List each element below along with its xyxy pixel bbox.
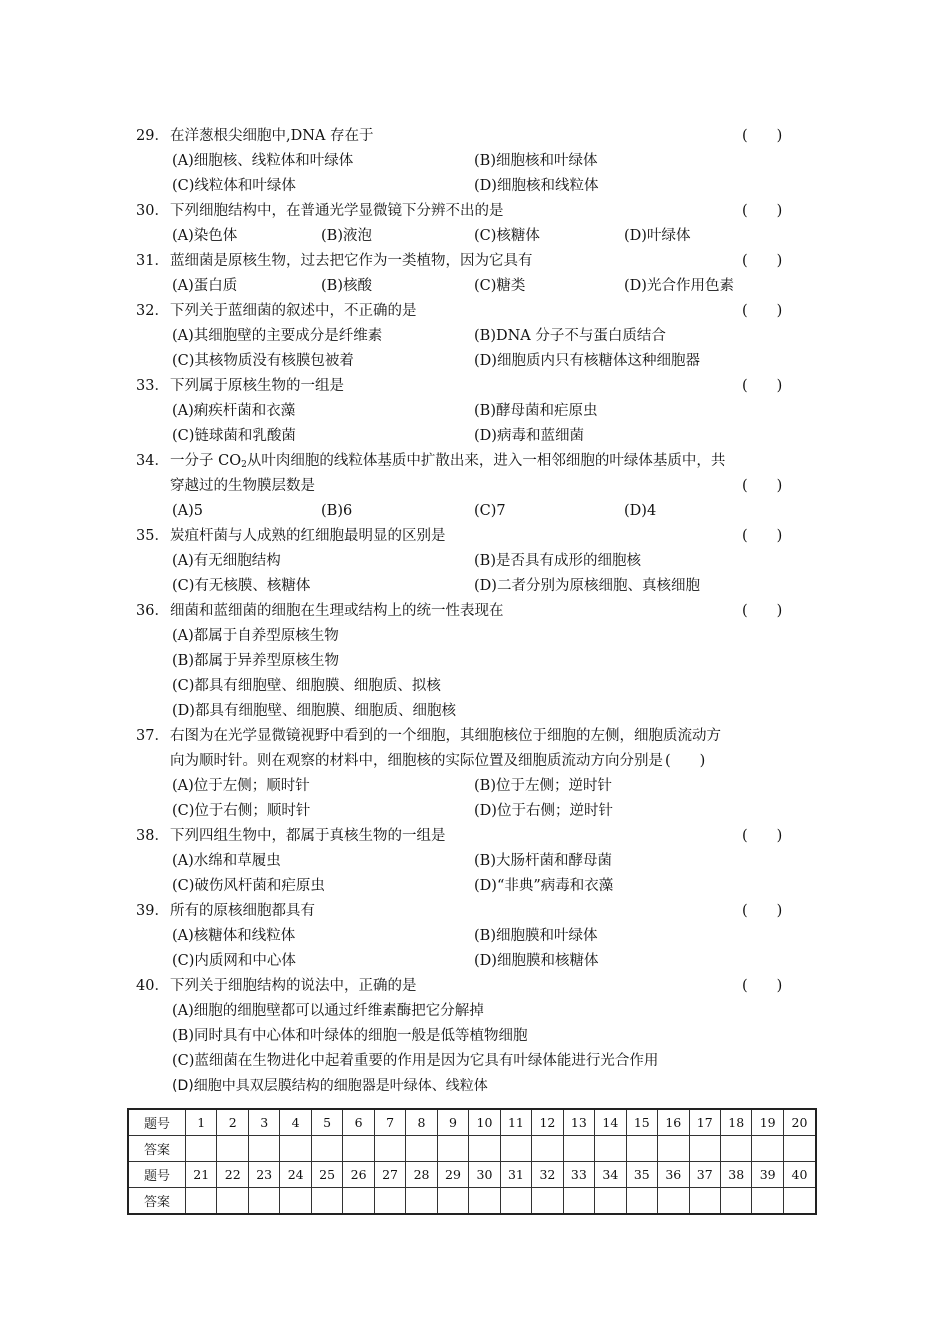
option-c: (C)内质网和中心体 — [172, 953, 296, 969]
answer-cell[interactable] — [689, 1136, 720, 1162]
answer-cell[interactable] — [532, 1136, 563, 1162]
question-number: 34． — [136, 453, 169, 469]
option-b: (B)是否具有成形的细胞核 — [474, 553, 641, 569]
option-b: (B)酵母菌和疟原虫 — [474, 403, 598, 419]
answer-cell[interactable] — [311, 1136, 342, 1162]
answer-cell[interactable] — [720, 1136, 751, 1162]
question-number-cell: 21 — [186, 1162, 217, 1188]
option-c: (C)有无核膜、核糖体 — [172, 578, 311, 594]
options-row — [136, 274, 816, 299]
answer-parentheses: ( ) — [742, 978, 783, 994]
stem2-text: 向为顺时针。则在观察的材料中，细胞核的实际位置及细胞质流动方向分别是 — [170, 753, 663, 769]
answer-cell[interactable] — [280, 1188, 311, 1215]
question-number-cell: 32 — [532, 1162, 563, 1188]
option-a: (A)有无细胞结构 — [172, 553, 281, 569]
question-number: 36． — [136, 603, 169, 619]
question-stem: 下列属于原核生物的一组是 — [170, 378, 344, 394]
stem-subscript: 2 — [241, 460, 247, 470]
question-stem: 细菌和蓝细菌的细胞在生理或结构上的统一性表现在 — [170, 603, 504, 619]
stem-part-a: 一分子 CO — [170, 453, 242, 469]
options-row — [136, 874, 816, 899]
question-stem-line-2 — [136, 474, 816, 499]
answer-cell[interactable] — [720, 1188, 751, 1215]
question-number-cell: 17 — [689, 1109, 720, 1136]
question-number-cell: 13 — [563, 1109, 594, 1136]
option-c: (C)破伤风杆菌和疟原虫 — [172, 878, 325, 894]
question-stem-line — [136, 249, 816, 274]
options-row — [136, 399, 816, 424]
question-number-cell: 27 — [374, 1162, 405, 1188]
question-number-cell: 33 — [563, 1162, 594, 1188]
option-b: (B)都属于异养型原核生物 — [172, 653, 339, 669]
question-number-cell: 31 — [500, 1162, 531, 1188]
answer-parentheses: ( ) — [742, 203, 783, 219]
answer-cell[interactable] — [374, 1136, 405, 1162]
question-stem: 所有的原核细胞都具有 — [170, 903, 315, 919]
question-number-cell: 39 — [752, 1162, 783, 1188]
options-row — [136, 674, 816, 699]
option-c: (C)蓝细菌在生物进化中起着重要的作用是因为它具有叶绿体能进行光合作用 — [172, 1053, 659, 1069]
question-number-cell: 22 — [217, 1162, 248, 1188]
options-row — [136, 549, 816, 574]
question-stem-line — [136, 824, 816, 849]
answer-cell[interactable] — [532, 1188, 563, 1215]
option-d: (D)“非典”病毒和衣藻 — [474, 878, 614, 894]
answer-cell[interactable] — [595, 1188, 626, 1215]
option-c: (C)都具有细胞壁、细胞膜、细胞质、拟核 — [172, 678, 441, 694]
answer-cell[interactable] — [248, 1136, 279, 1162]
question-stem-line — [136, 974, 816, 999]
answer-cell[interactable] — [500, 1136, 531, 1162]
answer-cell[interactable] — [186, 1136, 217, 1162]
answer-cell[interactable] — [563, 1188, 594, 1215]
question-number-cell: 15 — [626, 1109, 657, 1136]
option-c: (C)糖类 — [474, 278, 526, 294]
question-number-cell: 14 — [595, 1109, 626, 1136]
options-row — [136, 924, 816, 949]
answer-parentheses: ( ) — [742, 378, 783, 394]
option-d: (D)细胞膜和核糖体 — [474, 953, 599, 969]
option-c: (C)链球菌和乳酸菌 — [172, 428, 296, 444]
question-number-cell: 7 — [374, 1109, 405, 1136]
options-row — [136, 324, 816, 349]
question-number: 33． — [136, 378, 169, 394]
option-d: (D)4 — [624, 503, 657, 519]
question-number-cell: 11 — [500, 1109, 531, 1136]
question-stem-continued — [170, 474, 315, 499]
row-label-number: 题号 — [128, 1162, 186, 1188]
options-row — [136, 649, 816, 674]
answer-parentheses: ( ) — [742, 528, 783, 544]
answer-cell[interactable] — [374, 1188, 405, 1215]
answer-cell[interactable] — [783, 1136, 816, 1162]
options-row — [136, 499, 816, 524]
question-stem: 下列细胞结构中，在普通光学显微镜下分辨不出的是 — [170, 203, 504, 219]
question-34 — [136, 449, 816, 524]
option-d: (D)细胞质内只有核糖体这种细胞器 — [474, 353, 700, 369]
question-35 — [136, 524, 816, 599]
option-b: (B)细胞膜和叶绿体 — [474, 928, 598, 944]
answer-cell[interactable] — [563, 1136, 594, 1162]
question-38 — [136, 824, 816, 899]
answer-parentheses: ( ) — [742, 128, 783, 144]
option-c: (C)位于右侧；顺时针 — [172, 803, 311, 819]
answer-cell[interactable] — [689, 1188, 720, 1215]
question-number-cell: 38 — [720, 1162, 751, 1188]
question-number: 30． — [136, 203, 169, 219]
question-number-cell: 6 — [343, 1109, 374, 1136]
answer-parentheses: ( ) — [665, 753, 706, 769]
option-c: (C)线粒体和叶绿体 — [172, 178, 296, 194]
question-number-cell: 36 — [658, 1162, 689, 1188]
option-a: (A)水绵和草履虫 — [172, 853, 281, 869]
question-number-cell: 1 — [186, 1109, 217, 1136]
question-number-cell: 24 — [280, 1162, 311, 1188]
question-stem: 右图为在光学显微镜视野中看到的一个细胞，其细胞核位于细胞的左侧，细胞质流动方 — [170, 728, 721, 744]
answer-cell[interactable] — [595, 1136, 626, 1162]
answer-cell[interactable] — [406, 1188, 437, 1215]
options-row — [136, 949, 816, 974]
options-row — [136, 174, 816, 199]
answer-parentheses: ( ) — [742, 828, 783, 844]
question-number-cell: 19 — [752, 1109, 783, 1136]
row-label-number: 题号 — [128, 1109, 186, 1136]
option-d: (D)细胞核和线粒体 — [474, 178, 599, 194]
question-number-cell: 35 — [626, 1162, 657, 1188]
answer-cell[interactable] — [248, 1188, 279, 1215]
question-number-cell: 34 — [595, 1162, 626, 1188]
answer-cell[interactable] — [752, 1188, 783, 1215]
question-number-cell: 20 — [783, 1109, 816, 1136]
option-b: (B)大肠杆菌和酵母菌 — [474, 853, 612, 869]
question-stem: 下列四组生物中，都属于真核生物的一组是 — [170, 828, 446, 844]
option-a: (A)蛋白质 — [172, 278, 238, 294]
question-number-cell: 9 — [437, 1109, 468, 1136]
question-stem-line — [136, 124, 816, 149]
question-number-cell: 16 — [658, 1109, 689, 1136]
answer-cell[interactable] — [437, 1136, 468, 1162]
option-a: (A)细胞的细胞壁都可以通过纤维素酶把它分解掉 — [172, 1003, 484, 1019]
options-row — [136, 349, 816, 374]
question-number-cell: 10 — [469, 1109, 500, 1136]
answer-table-answer-row — [128, 1136, 816, 1162]
option-c: (C)其核物质没有核膜包被着 — [172, 353, 354, 369]
answer-cell[interactable] — [311, 1188, 342, 1215]
option-d: (D)叶绿体 — [624, 228, 691, 244]
question-stem-line — [136, 299, 816, 324]
answer-cell[interactable] — [406, 1136, 437, 1162]
option-d: (D)都具有细胞壁、细胞膜、细胞质、细胞核 — [172, 703, 456, 719]
option-d: (D)细胞中具双层膜结构的细胞器是叶绿体、线粒体 — [172, 1078, 488, 1094]
option-a: (A)都属于自养型原核生物 — [172, 628, 339, 644]
question-number-cell: 3 — [248, 1109, 279, 1136]
question-list — [136, 124, 816, 1099]
question-31 — [136, 249, 816, 299]
answer-cell[interactable] — [626, 1188, 657, 1215]
options-row — [136, 699, 816, 724]
question-number: 32． — [136, 303, 169, 319]
question-stem: 在洋葱根尖细胞中,DNA 存在于 — [170, 128, 374, 144]
options-row — [136, 849, 816, 874]
option-c: (C)核糖体 — [474, 228, 540, 244]
question-29 — [136, 124, 816, 199]
question-40 — [136, 974, 816, 1099]
question-stem-line — [136, 524, 816, 549]
question-number-cell: 23 — [248, 1162, 279, 1188]
question-stem-line — [136, 449, 816, 474]
question-39 — [136, 899, 816, 974]
answer-table-answer-row — [128, 1188, 816, 1215]
option-d: (D)位于右侧；逆时针 — [474, 803, 613, 819]
question-stem-line — [136, 599, 816, 624]
answer-cell[interactable] — [658, 1136, 689, 1162]
option-b: (B)核酸 — [321, 278, 372, 294]
question-stem: 炭疽杆菌与人成熟的红细胞最明显的区别是 — [170, 528, 446, 544]
question-36 — [136, 599, 816, 724]
answer-parentheses: ( ) — [742, 903, 783, 919]
options-row — [136, 424, 816, 449]
option-d: (D)病毒和蓝细菌 — [474, 428, 584, 444]
row-label-answer: 答案 — [128, 1188, 186, 1215]
question-number: 37． — [136, 728, 169, 744]
question-number: 40． — [136, 978, 169, 994]
question-number-cell: 8 — [406, 1109, 437, 1136]
answer-cell[interactable] — [469, 1188, 500, 1215]
answer-table-number-row — [128, 1109, 816, 1136]
answer-cell[interactable] — [280, 1136, 311, 1162]
question-stem-line — [136, 899, 816, 924]
options-row — [136, 574, 816, 599]
option-b: (B)6 — [321, 503, 353, 519]
question-number-cell: 40 — [783, 1162, 816, 1188]
options-row — [136, 1024, 816, 1049]
answer-parentheses: ( ) — [742, 303, 783, 319]
option-a: (A)痢疾杆菌和衣藻 — [172, 403, 296, 419]
question-number-cell: 12 — [532, 1109, 563, 1136]
options-row — [136, 149, 816, 174]
answer-cell[interactable] — [626, 1136, 657, 1162]
option-a: (A)5 — [172, 503, 204, 519]
question-number-cell: 4 — [280, 1109, 311, 1136]
answer-cell[interactable] — [469, 1136, 500, 1162]
answer-table-number-row — [128, 1162, 816, 1188]
question-number-cell: 30 — [469, 1162, 500, 1188]
question-stem-line — [136, 374, 816, 399]
question-number-cell: 37 — [689, 1162, 720, 1188]
answer-parentheses: ( ) — [742, 603, 783, 619]
question-37 — [136, 724, 816, 824]
option-a: (A)染色体 — [172, 228, 238, 244]
answer-cell[interactable] — [658, 1188, 689, 1215]
option-b: (B)同时具有中心体和叶绿体的细胞一般是低等植物细胞 — [172, 1028, 528, 1044]
question-stem: 下列关于细胞结构的说法中，正确的是 — [170, 978, 417, 994]
options-row — [136, 624, 816, 649]
stem-part-b: 从叶肉细胞的线粒体基质中扩散出来，进入一相邻细胞的叶绿体基质中，共 — [246, 453, 726, 469]
question-stem: 蓝细菌是原核生物，过去把它作为一类植物，因为它具有 — [170, 253, 533, 269]
options-row — [136, 1049, 816, 1074]
question-stem-line-2 — [136, 749, 816, 774]
options-row — [136, 999, 816, 1024]
answer-cell[interactable] — [217, 1188, 248, 1215]
question-32 — [136, 299, 816, 374]
question-number-cell: 2 — [217, 1109, 248, 1136]
option-a: (A)位于左侧；顺时针 — [172, 778, 310, 794]
question-stem-line — [136, 724, 816, 749]
options-row — [136, 224, 816, 249]
question-stem-continued — [170, 749, 705, 774]
question-number: 31． — [136, 253, 169, 269]
question-number-cell: 28 — [406, 1162, 437, 1188]
question-number: 29． — [136, 128, 169, 144]
question-number: 35． — [136, 528, 169, 544]
answer-cell[interactable] — [217, 1136, 248, 1162]
question-number: 39． — [136, 903, 169, 919]
option-a: (A)核糖体和线粒体 — [172, 928, 296, 944]
question-number-cell: 29 — [437, 1162, 468, 1188]
answer-parentheses: ( ) — [742, 478, 783, 494]
options-row — [136, 799, 816, 824]
answer-cell[interactable] — [343, 1188, 374, 1215]
option-d: (D)光合作用色素 — [624, 278, 734, 294]
row-label-answer: 答案 — [128, 1136, 186, 1162]
answer-parentheses: ( ) — [742, 253, 783, 269]
question-33 — [136, 374, 816, 449]
answer-cell[interactable] — [437, 1188, 468, 1215]
question-number: 38． — [136, 828, 169, 844]
answer-table — [127, 1108, 817, 1215]
option-a: (A)细胞核、线粒体和叶绿体 — [172, 153, 354, 169]
answer-cell[interactable] — [500, 1188, 531, 1215]
stem2-text: 穿越过的生物膜层数是 — [170, 478, 315, 494]
options-row — [136, 1074, 816, 1099]
answer-cell[interactable] — [752, 1136, 783, 1162]
option-b: (B)细胞核和叶绿体 — [474, 153, 598, 169]
question-number-cell: 18 — [720, 1109, 751, 1136]
question-stem: 下列关于蓝细菌的叙述中，不正确的是 — [170, 303, 417, 319]
question-stem-line — [136, 199, 816, 224]
question-number-cell: 25 — [311, 1162, 342, 1188]
question-number-cell: 5 — [311, 1109, 342, 1136]
option-a: (A)其细胞壁的主要成分是纤维素 — [172, 328, 383, 344]
answer-cell[interactable] — [186, 1188, 217, 1215]
option-c: (C)7 — [474, 503, 506, 519]
question-number-cell: 26 — [343, 1162, 374, 1188]
option-b: (B)液泡 — [321, 228, 372, 244]
option-b: (B)DNA 分子不与蛋白质结合 — [474, 328, 666, 344]
option-b: (B)位于左侧；逆时针 — [474, 778, 612, 794]
option-d: (D)二者分别为原核细胞、真核细胞 — [474, 578, 700, 594]
options-row — [136, 774, 816, 799]
answer-cell[interactable] — [783, 1188, 816, 1215]
answer-cell[interactable] — [343, 1136, 374, 1162]
question-30 — [136, 199, 816, 249]
